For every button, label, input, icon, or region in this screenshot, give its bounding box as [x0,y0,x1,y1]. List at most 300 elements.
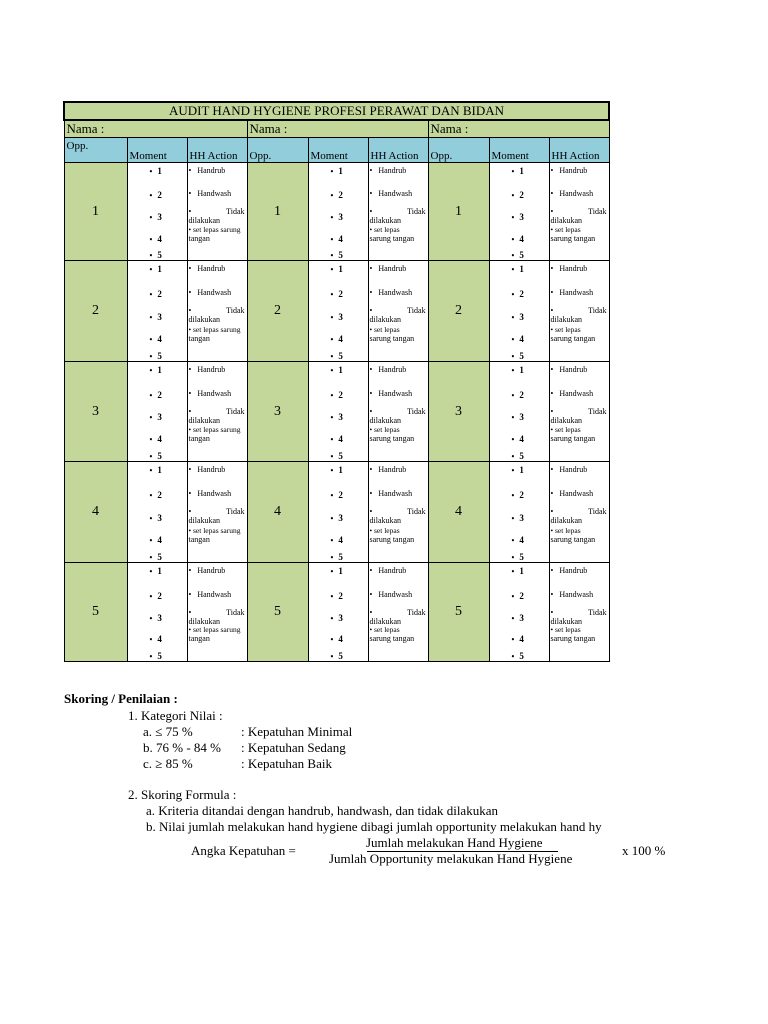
hh-action-label: dilakukan [369,416,402,425]
hh-action-label: Handrub [559,566,588,575]
hh-action-option[interactable] [551,365,607,374]
hh-action-option[interactable] [189,306,245,324]
moment-option[interactable]: • 5 [512,250,524,260]
hh-action-option[interactable] [189,608,245,626]
hh-action-label: • Tidak [370,306,426,315]
opp-number: 1 [247,163,308,261]
hh-action-label: Handwash [378,189,413,198]
kategori-label: b. 76 % - 84 % [143,740,221,755]
hh-action-label: Handwash [197,590,232,599]
moment-cell[interactable] [489,163,549,261]
hh-action-label: sarung tangan [550,634,596,643]
hh-action-label: sarung tangan [369,234,415,243]
hh-action-label: • Tidak [189,306,245,315]
kategori-desc: : Kepatuhan Sedang [241,740,346,755]
moment-option[interactable]: • 3 [150,513,162,523]
hh-action-cell[interactable] [549,563,609,662]
hh-action-label: dilakukan [188,315,221,324]
moment-cell[interactable] [127,163,187,261]
hh-action-label: dilakukan [369,315,402,324]
hh-action-label: Handwash [559,189,594,198]
hh-action-option[interactable] [189,465,245,474]
table-title: AUDIT HAND HYGIENE PROFESI PERAWAT DAN BIDAN [64,102,609,120]
moment-option[interactable]: • 4 [150,234,162,244]
hh-action-label: Handrub [197,465,226,474]
moment-option[interactable]: • 5 [331,250,343,260]
moment-option[interactable]: • 3 [512,312,524,322]
moment-option[interactable]: • 2 [331,390,343,400]
hh-action-label: • set lepas [551,526,607,535]
opp-number: 3 [64,362,127,462]
moment-option[interactable]: • 2 [512,490,524,500]
scoring-heading: Skoring / Penilaian : [64,691,178,706]
moment-option[interactable]: • 2 [512,591,524,601]
hh-action-option[interactable] [551,425,607,443]
moment-option[interactable]: • 5 [150,651,162,661]
moment-option[interactable]: • 4 [512,334,524,344]
hh-action-label: tangan [188,535,210,544]
opp-number: 1 [64,163,127,261]
formula-denominator: Jumlah Opportunity melakukan Hand Hygiene [329,851,573,866]
hh-action-cell[interactable] [368,163,428,261]
hh-action-label: Handrub [559,365,588,374]
hh-action-label: • Tidak [370,608,426,617]
kategori-title: 1. Kategori Nilai : [128,708,223,723]
hh-action-label: Handwash [559,288,594,297]
hh-action-option[interactable] [189,288,245,297]
opp-number: 4 [428,462,489,563]
hh-action-label: • set lepas [370,526,426,535]
nama-field-1[interactable]: Nama : [64,120,247,138]
hh-action-option[interactable] [370,166,426,175]
moment-option[interactable]: • 3 [331,513,343,523]
opp-number: 3 [247,362,308,462]
moment-option[interactable]: • 1 [331,465,343,475]
moment-cell[interactable] [308,261,368,362]
moment-option[interactable]: • 3 [512,212,524,222]
hh-action-label: Handwash [378,288,413,297]
formula-item: a. Kriteria ditandai dengan handrub, handwash, dan tidak dilakukan [146,803,498,818]
moment-option[interactable]: • 5 [512,451,524,461]
hh-action-label: • Tidak [551,207,607,216]
hh-action-option[interactable] [370,325,426,343]
hh-action-option[interactable] [370,608,426,626]
hh-action-label: • set lepas sarung [189,625,245,634]
moment-header: Moment [489,138,549,163]
hh-action-label: dilakukan [369,516,402,525]
moment-cell[interactable] [489,261,549,362]
hh-action-option[interactable] [551,465,607,474]
moment-cell[interactable] [127,261,187,362]
hh-action-label: • set lepas [370,425,426,434]
moment-option[interactable]: • 1 [150,465,162,475]
moment-cell[interactable] [489,563,549,662]
hh-action-option[interactable] [370,465,426,474]
hh-action-label: Handrub [197,365,226,374]
table-row [64,362,609,462]
formula-title: 2. Skoring Formula : [128,787,237,802]
formula-label: Angka Kepatuhan = [191,843,296,858]
hh-action-cell[interactable] [368,563,428,662]
moment-option[interactable]: • 1 [331,166,343,176]
opp-number: 3 [428,362,489,462]
hh-action-label: dilakukan [550,315,583,324]
moment-header: Moment [127,138,187,163]
opp-header: Opp. [247,138,308,163]
hh-action-label: dilakukan [550,416,583,425]
moment-cell[interactable] [127,563,187,662]
moment-option[interactable]: • 5 [150,451,162,461]
hh-action-label: Handwash [197,189,232,198]
hh-action-header: HH Action [187,138,247,163]
moment-option[interactable]: • 4 [512,634,524,644]
moment-option[interactable]: • 3 [512,412,524,422]
opp-header: Opp. [428,138,489,163]
hh-action-label: • set lepas [551,425,607,434]
hh-action-cell[interactable] [368,261,428,362]
hh-action-cell[interactable] [187,563,247,662]
hh-action-label: sarung tangan [369,434,415,443]
hh-action-label: sarung tangan [550,535,596,544]
opp-number: 2 [247,261,308,362]
moment-option[interactable]: • 4 [331,334,343,344]
nama-field-2[interactable]: Nama : [247,120,428,138]
hh-action-label: • Tidak [551,306,607,315]
hh-action-label: • set lepas [370,325,426,334]
hh-action-label: Handrub [378,566,407,575]
hh-action-label: tangan [188,334,210,343]
hh-action-option[interactable] [370,526,426,544]
hh-action-label: Handrub [378,365,407,374]
hh-action-option[interactable] [189,325,245,343]
hh-action-label: Handrub [197,166,226,175]
opp-number: 4 [247,462,308,563]
moment-cell[interactable] [489,462,549,563]
hh-action-option[interactable] [189,225,245,243]
moment-option[interactable]: • 4 [512,434,524,444]
hh-action-option[interactable] [189,526,245,544]
opp-number: 4 [64,462,127,563]
moment-option[interactable]: • 3 [150,613,162,623]
moment-option[interactable]: • 2 [512,289,524,299]
hh-action-option[interactable] [370,288,426,297]
moment-option[interactable]: • 5 [150,552,162,562]
moment-option[interactable]: • 5 [331,552,343,562]
hh-action-label: Handwash [378,489,413,498]
hh-action-option[interactable] [370,590,426,599]
moment-cell[interactable] [308,362,368,462]
moment-option[interactable]: • 2 [150,289,162,299]
hh-action-option[interactable] [551,566,607,575]
table-row [64,163,609,261]
moment-option[interactable]: • 2 [150,390,162,400]
hh-action-option[interactable] [370,306,426,324]
hh-action-label: sarung tangan [550,434,596,443]
moment-header: Moment [308,138,368,163]
moment-option[interactable]: • 3 [331,212,343,222]
hh-action-header: HH Action [368,138,428,163]
hh-action-option[interactable] [189,566,245,575]
hh-action-header: HH Action [549,138,609,163]
hh-action-option[interactable] [551,407,607,425]
hh-action-label: Handwash [559,590,594,599]
hh-action-option[interactable] [551,325,607,343]
hh-action-option[interactable] [189,207,245,225]
moment-option[interactable]: • 3 [331,412,343,422]
hh-action-option[interactable] [189,407,245,425]
hh-action-option[interactable] [189,365,245,374]
hh-action-label: Handrub [378,264,407,273]
hh-action-option[interactable] [551,608,607,626]
opp-number: 5 [428,563,489,662]
hh-action-cell[interactable] [187,462,247,563]
hh-action-label: tangan [188,434,210,443]
hh-action-label: • Tidak [551,507,607,516]
moment-option[interactable]: • 1 [512,566,524,576]
hh-action-option[interactable] [551,526,607,544]
moment-cell[interactable] [308,563,368,662]
moment-option[interactable]: • 4 [150,535,162,545]
hh-action-cell[interactable] [368,362,428,462]
hh-action-label: sarung tangan [550,334,596,343]
hh-action-label: dilakukan [188,216,221,225]
moment-option[interactable]: • 1 [150,166,162,176]
moment-option[interactable]: • 5 [512,552,524,562]
moment-cell[interactable] [127,462,187,563]
moment-option[interactable]: • 2 [331,490,343,500]
moment-option[interactable]: • 4 [331,634,343,644]
hh-action-label: • Tidak [189,507,245,516]
formula-numerator: Jumlah melakukan Hand Hygiene [366,835,543,850]
moment-option[interactable]: • 1 [150,264,162,274]
hh-action-label: • Tidak [551,407,607,416]
hh-action-label: Handrub [197,264,226,273]
hh-action-label: Handrub [378,465,407,474]
hh-action-cell[interactable] [549,362,609,462]
hh-action-option[interactable] [370,365,426,374]
formula-multiplier: x 100 % [622,843,666,858]
hh-action-label: Handwash [197,389,232,398]
hh-action-cell[interactable] [187,163,247,261]
hh-action-cell[interactable] [549,261,609,362]
hh-action-option[interactable] [370,507,426,525]
hh-action-option[interactable] [370,566,426,575]
moment-option[interactable]: • 1 [331,566,343,576]
moment-option[interactable]: • 5 [331,351,343,361]
opp-number: 5 [64,563,127,662]
kategori-label: c. ≥ 85 % [143,756,193,771]
moment-option[interactable]: • 3 [331,312,343,322]
moment-option[interactable]: • 5 [331,651,343,661]
moment-option[interactable]: • 2 [150,591,162,601]
table-row [64,563,609,662]
moment-option[interactable]: • 3 [512,513,524,523]
hh-action-label: dilakukan [188,416,221,425]
moment-option[interactable]: • 2 [512,190,524,200]
kategori-label: a. ≤ 75 % [143,724,193,739]
hh-action-label: • set lepas [551,225,607,234]
hh-action-label: Handrub [559,465,588,474]
hh-action-label: • set lepas sarung [189,225,245,234]
hh-action-cell[interactable] [187,362,247,462]
hh-action-option[interactable] [189,189,245,198]
hh-action-label: • set lepas sarung [189,325,245,334]
moment-option[interactable]: • 1 [150,566,162,576]
audit-table [63,101,610,662]
moment-option[interactable]: • 4 [150,434,162,444]
hh-action-label: Handrub [559,166,588,175]
hh-action-option[interactable] [551,189,607,198]
hh-action-option[interactable] [189,264,245,273]
moment-option[interactable]: • 2 [150,490,162,500]
opp-number: 2 [428,261,489,362]
moment-option[interactable]: • 3 [150,212,162,222]
hh-action-label: • set lepas sarung [189,425,245,434]
hh-action-label: sarung tangan [369,535,415,544]
hh-action-option[interactable] [370,189,426,198]
hh-action-option[interactable] [551,625,607,643]
hh-action-option[interactable] [551,507,607,525]
opp-number: 1 [428,163,489,261]
hh-action-label: • Tidak [189,207,245,216]
hh-action-option[interactable] [551,264,607,273]
hh-action-label: • set lepas [370,625,426,634]
hh-action-label: Handwash [378,590,413,599]
moment-option[interactable]: • 1 [331,264,343,274]
hh-action-option[interactable] [189,625,245,643]
moment-option[interactable]: • 4 [331,434,343,444]
hh-action-label: • Tidak [551,608,607,617]
hh-action-cell[interactable] [368,462,428,563]
moment-option[interactable]: • 2 [512,390,524,400]
hh-action-label: sarung tangan [369,634,415,643]
moment-option[interactable]: • 3 [150,412,162,422]
hh-action-option[interactable] [370,625,426,643]
moment-option[interactable]: • 4 [331,535,343,545]
moment-cell[interactable] [489,362,549,462]
hh-action-option[interactable] [551,288,607,297]
moment-option[interactable]: • 5 [150,250,162,260]
moment-option[interactable]: • 5 [512,351,524,361]
table-row [64,462,609,563]
hh-action-option[interactable] [370,407,426,425]
moment-option[interactable]: • 5 [331,451,343,461]
hh-action-label: sarung tangan [550,234,596,243]
moment-option[interactable]: • 3 [150,312,162,322]
hh-action-label: dilakukan [369,216,402,225]
hh-action-cell[interactable] [549,462,609,563]
hh-action-label: • set lepas [370,225,426,234]
hh-action-label: • set lepas [551,625,607,634]
hh-action-option[interactable] [551,306,607,324]
hh-action-label: dilakukan [188,516,221,525]
moment-option[interactable]: • 1 [512,365,524,375]
hh-action-option[interactable] [370,425,426,443]
moment-option[interactable]: • 4 [512,535,524,545]
hh-action-label: Handrub [378,166,407,175]
moment-cell[interactable] [308,163,368,261]
hh-action-option[interactable] [370,207,426,225]
hh-action-option[interactable] [370,389,426,398]
moment-option[interactable]: • 1 [331,365,343,375]
hh-action-label: dilakukan [369,617,402,626]
moment-option[interactable]: • 3 [331,613,343,623]
hh-action-label: • Tidak [189,608,245,617]
hh-action-label: dilakukan [550,617,583,626]
moment-option[interactable]: • 1 [512,465,524,475]
moment-option[interactable]: • 2 [150,190,162,200]
hh-action-label: Handwash [197,489,232,498]
hh-action-label: dilakukan [550,216,583,225]
hh-action-label: sarung tangan [369,334,415,343]
moment-option[interactable]: • 4 [150,334,162,344]
moment-cell[interactable] [127,362,187,462]
formula-item: b. Nilai jumlah melakukan hand hygiene dibagi jumlah opportunity melakukan hand hy [146,819,602,834]
hh-action-option[interactable] [189,489,245,498]
hh-action-option[interactable] [370,225,426,243]
moment-option[interactable]: • 5 [512,651,524,661]
moment-option[interactable]: • 1 [512,264,524,274]
hh-action-label: Handrub [559,264,588,273]
hh-action-label: dilakukan [188,617,221,626]
hh-action-label: Handwash [559,489,594,498]
moment-option[interactable]: • 1 [150,365,162,375]
hh-action-option[interactable] [370,489,426,498]
hh-action-label: Handwash [378,389,413,398]
moment-cell[interactable] [308,462,368,563]
hh-action-label: Handrub [197,566,226,575]
hh-action-label: dilakukan [550,516,583,525]
hh-action-option[interactable] [370,264,426,273]
hh-action-label: tangan [188,634,210,643]
hh-action-option[interactable] [551,489,607,498]
hh-action-label: • Tidak [370,507,426,516]
hh-action-option[interactable] [551,207,607,225]
hh-action-option[interactable] [551,389,607,398]
hh-action-label: Handwash [197,288,232,297]
hh-action-option[interactable] [189,425,245,443]
hh-action-option[interactable] [551,225,607,243]
moment-option[interactable]: • 2 [331,190,343,200]
hh-action-cell[interactable] [187,261,247,362]
hh-action-option[interactable] [551,166,607,175]
hh-action-option[interactable] [189,389,245,398]
moment-option[interactable]: • 3 [512,613,524,623]
moment-option[interactable]: • 4 [512,234,524,244]
hh-action-label: • set lepas sarung [189,526,245,535]
hh-action-cell[interactable] [549,163,609,261]
moment-option[interactable]: • 2 [331,591,343,601]
kategori-desc: : Kepatuhan Minimal [241,724,353,739]
hh-action-label: • set lepas [551,325,607,334]
opp-header: Opp. [64,138,127,163]
moment-option[interactable]: • 2 [331,289,343,299]
hh-action-label: • Tidak [189,407,245,416]
moment-option[interactable]: • 4 [150,634,162,644]
hh-action-option[interactable] [189,507,245,525]
moment-option[interactable]: • 5 [150,351,162,361]
hh-action-option[interactable] [189,166,245,175]
moment-option[interactable]: • 1 [512,166,524,176]
hh-action-label: tangan [188,234,210,243]
nama-field-3[interactable]: Nama : [428,120,609,138]
opp-number: 2 [64,261,127,362]
table-row [64,261,609,362]
hh-action-label: • Tidak [370,207,426,216]
moment-option[interactable]: • 4 [331,234,343,244]
hh-action-option[interactable] [189,590,245,599]
hh-action-option[interactable] [551,590,607,599]
